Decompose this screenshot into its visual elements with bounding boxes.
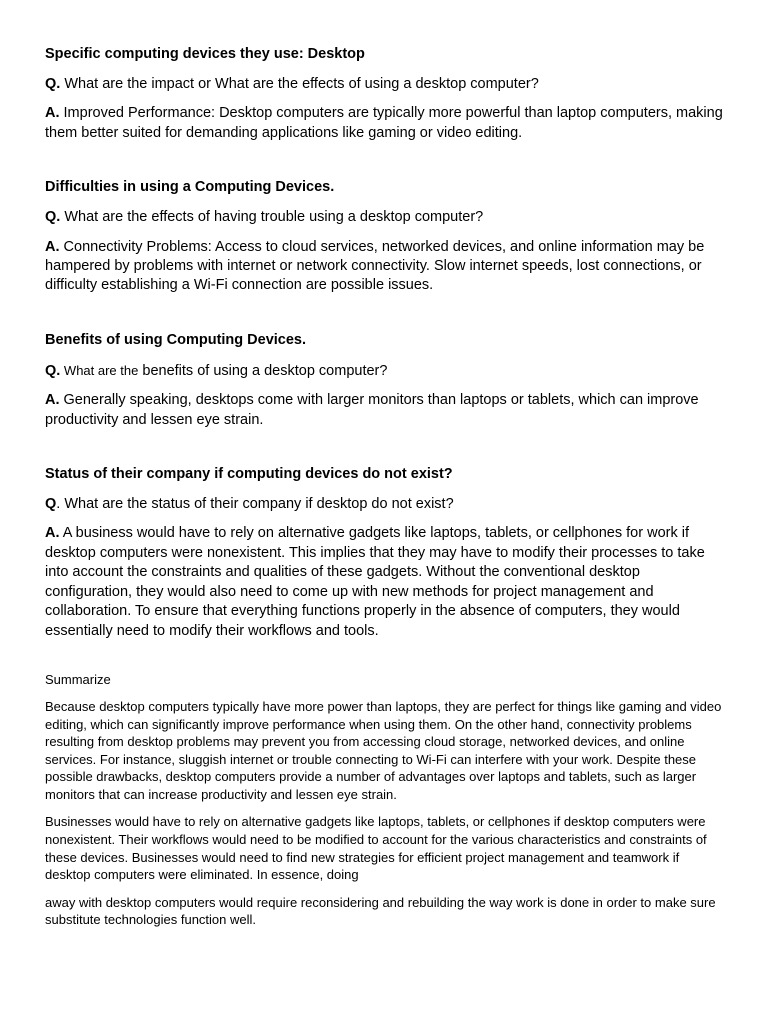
summary-title: Summarize bbox=[45, 671, 111, 687]
document-page bbox=[45, 45, 725, 929]
section-difficulties bbox=[45, 178, 725, 296]
question bbox=[45, 208, 725, 227]
answer-text: Improved Performance: Desktop computers are typically more powerful than laptop computers, making them better suited for demanding applications like gaming or video editing. bbox=[45, 105, 723, 141]
answer-text: Generally speaking, desktops come with larger monitors than laptops or tablets, which can improve productivity and lessen eye strain. bbox=[45, 392, 699, 428]
section-heading: Benefits of using Computing Devices. bbox=[45, 331, 307, 348]
summary-paragraph: Because desktop computers typically have more power than laptops, they are perfect for things like gaming and video editing, which can significantly improve performance when using them. On the other hand, connectivity problems resulting from desktop problems may prevent you from accessing cloud storage, networked devices, and online services. For instance, sluggish internet or trouble connecting to Wi-Fi can interfere with your work. Despite these possible drawbacks, desktop computers provide a number of advantages over laptops and tablets, such as larger monitors that can increase productivity and lessen eye strain. bbox=[45, 698, 722, 802]
summary-section bbox=[45, 671, 725, 929]
section-heading: Status of their company if computing devices do not exist? bbox=[45, 466, 453, 483]
question-label: Q. bbox=[45, 362, 61, 379]
question bbox=[45, 75, 725, 94]
section-benefits bbox=[45, 331, 725, 430]
question-lead: What are the bbox=[60, 362, 139, 378]
question-text: What are the effects of having trouble using a desktop computer? bbox=[60, 209, 484, 226]
summary-paragraph: Businesses would have to rely on alternative gadgets like laptops, tablets, or cellphones if desktop computers were nonexistent. Their workflows would need to be modified to account for the various characteristics and constraints of these devices. Businesses would need to find new strategies for efficient project management and teamwork if desktop computers were eliminated. In essence, doing bbox=[45, 814, 707, 883]
question bbox=[45, 361, 725, 381]
answer-label: A. bbox=[45, 525, 60, 542]
answer-label: A. bbox=[45, 105, 60, 122]
summary-paragraph: away with desktop computers would require reconsidering and rebuilding the way work is done in order to make sure substitute technologies function well. bbox=[45, 894, 716, 928]
answer-label: A. bbox=[45, 238, 60, 255]
answer-text: A business would have to rely on alternative gadgets like laptops, tablets, or cellphones for work if desktop computers were nonexistent. This implies that they may have to modify their processes to take into account the constraints and qualities of these gadgets. Without the conventional desktop configuration, they would also need to come up with new methods for project management and collaboration. To ensure that everything functions properly in the absence of computers, they would essentially need to modify their workflows and tools. bbox=[45, 525, 705, 639]
section-heading: Specific computing devices they use: Desktop bbox=[45, 46, 365, 62]
answer bbox=[45, 104, 725, 143]
question-label: Q bbox=[45, 496, 57, 513]
question-label: Q. bbox=[45, 209, 61, 226]
answer bbox=[45, 524, 725, 640]
question-label: Q. bbox=[45, 76, 61, 92]
question bbox=[45, 495, 725, 514]
answer-label: A. bbox=[45, 392, 60, 409]
question-text: . What are the status of their company if desktop do not exist? bbox=[56, 496, 454, 513]
section-company-status bbox=[45, 465, 725, 641]
section-heading: Difficulties in using a Computing Devices. bbox=[45, 179, 335, 196]
section-devices bbox=[45, 45, 725, 143]
answer bbox=[45, 391, 725, 430]
answer bbox=[45, 238, 725, 296]
question-text: benefits of using a desktop computer? bbox=[138, 362, 388, 379]
question-text: What are the impact or What are the effects of using a desktop computer? bbox=[60, 76, 539, 92]
answer-text: Connectivity Problems: Access to cloud services, networked devices, and online information may be hampered by problems with internet or network connectivity. Slow internet speeds, lost connections, or difficulty establishing a Wi-Fi connection are possible issues. bbox=[45, 238, 705, 294]
